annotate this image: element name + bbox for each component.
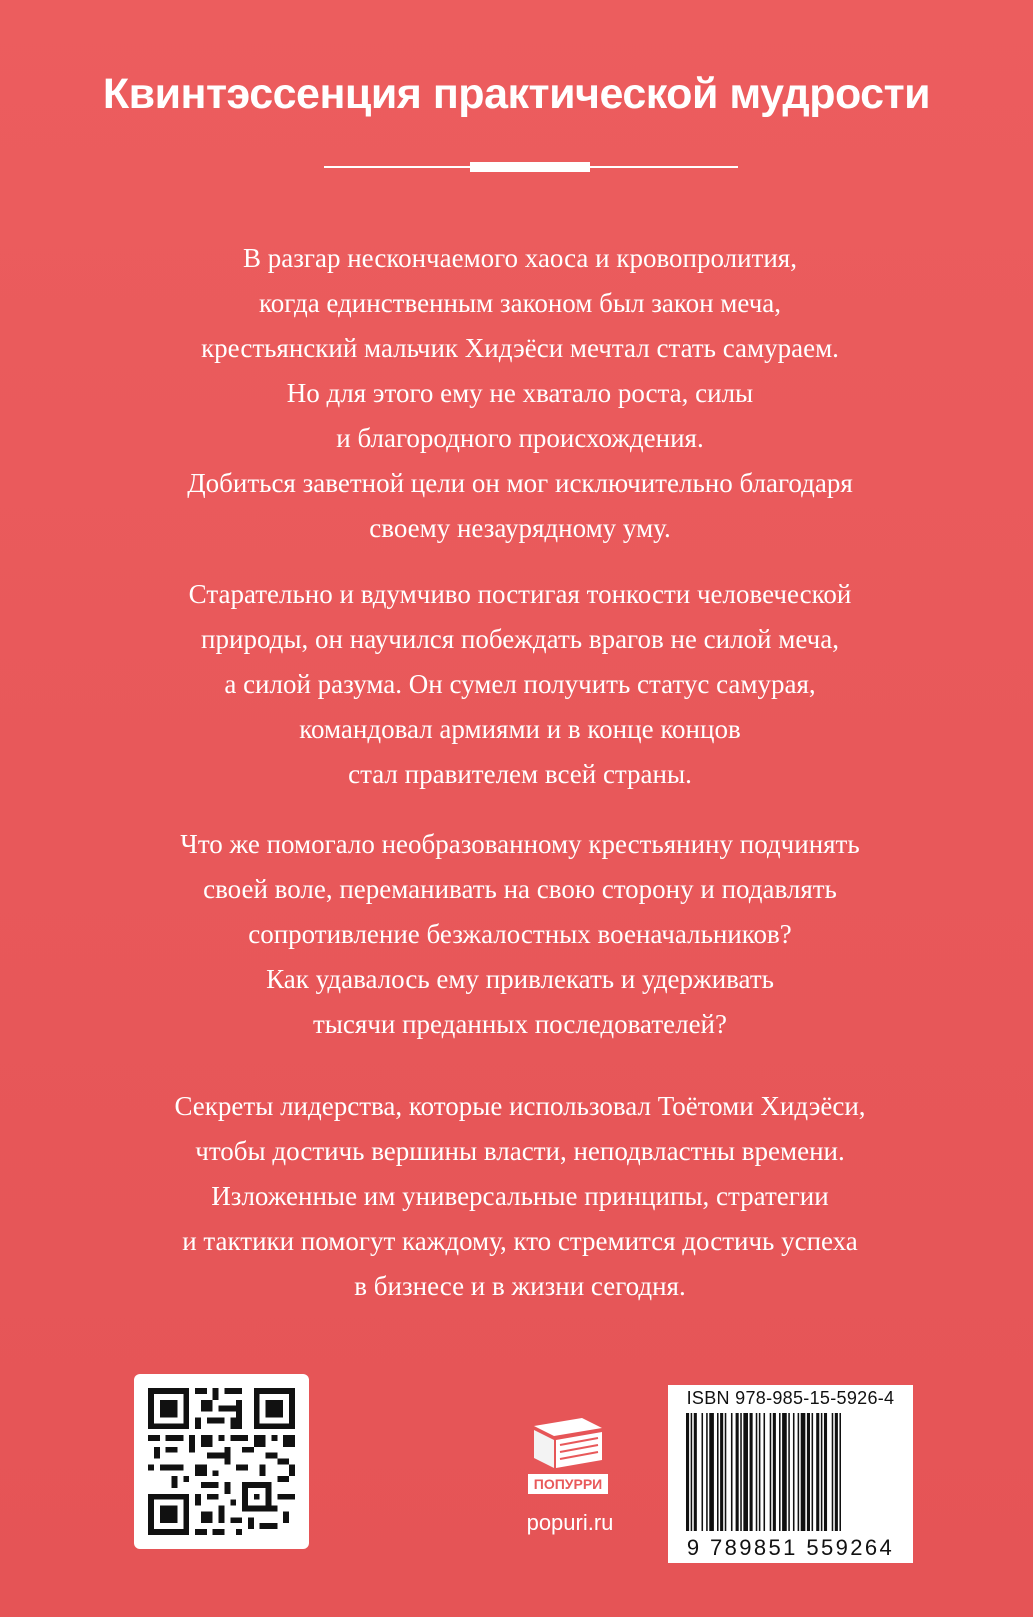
barcode-bar bbox=[691, 1413, 693, 1531]
barcode-bar bbox=[824, 1413, 827, 1531]
paragraph-line: своей воле, переманивать на свою сторону и подавлять bbox=[203, 874, 837, 904]
cover-headline: Квинтэссенция практической мудрости bbox=[102, 70, 931, 118]
barcode-bar bbox=[694, 1413, 697, 1531]
paragraph-line: и тактики помогут каждому, кто стремится достичь успеха bbox=[182, 1226, 858, 1256]
isbn-label: ISBN 978-985-15-5926-4 bbox=[686, 1388, 895, 1408]
barcode-bar bbox=[812, 1413, 814, 1531]
paragraph-line: Секреты лидерства, которые использовал Тоётоми Хидэёси, bbox=[174, 1091, 866, 1121]
barcode-bar bbox=[816, 1413, 819, 1531]
paragraph-3 bbox=[120, 822, 920, 1047]
barcode-bar bbox=[793, 1413, 795, 1531]
barcode-icon bbox=[686, 1413, 896, 1537]
barcode-bar bbox=[717, 1413, 719, 1531]
barcode-bar bbox=[743, 1413, 748, 1531]
barcode-bar bbox=[773, 1413, 776, 1531]
building-icon bbox=[520, 1404, 616, 1500]
publisher-logo bbox=[520, 1404, 616, 1500]
barcode-bar bbox=[720, 1413, 723, 1531]
barcode-bar bbox=[779, 1413, 781, 1531]
barcode-bar bbox=[798, 1413, 800, 1531]
paragraph-line: Как удавалось ему привлекать и удерживать bbox=[266, 964, 774, 994]
paragraph-line: и благородного происхождения. bbox=[336, 423, 704, 453]
paragraph-line: тысячи преданных последователей? bbox=[312, 1009, 727, 1039]
barcode-bar bbox=[725, 1413, 727, 1531]
paragraph-line: своему незаурядному уму. bbox=[369, 513, 671, 543]
paragraph-2 bbox=[120, 572, 920, 797]
barcode-bar bbox=[770, 1413, 772, 1531]
barcode-bar bbox=[756, 1413, 758, 1531]
publisher-website: popuri.ru bbox=[526, 1510, 614, 1535]
barcode-bar bbox=[788, 1413, 790, 1531]
barcode-bar bbox=[702, 1413, 704, 1531]
barcode-bar bbox=[807, 1413, 810, 1531]
paragraph-line: чтобы достичь вершины власти, неподвластны времени. bbox=[195, 1136, 845, 1166]
publisher-logo-label: ПОПУРРИ bbox=[533, 1476, 603, 1492]
barcode-bar bbox=[801, 1413, 806, 1531]
paragraph-1 bbox=[120, 236, 920, 551]
paragraph-line: Но для этого ему не хватало роста, силы bbox=[286, 378, 754, 408]
decorative-divider-block bbox=[470, 162, 590, 172]
qr-code bbox=[134, 1374, 309, 1549]
barcode-bar bbox=[750, 1413, 753, 1531]
paragraph-line: Добиться заветной цели он мог исключительно благодаря bbox=[187, 468, 853, 498]
paragraph-line: когда единственным законом был закон меча, bbox=[258, 288, 782, 318]
barcode-bar bbox=[835, 1413, 838, 1531]
paragraph-line: крестьянский мальчик Хидэёси мечтал стать самураем. bbox=[201, 333, 839, 363]
paragraph-4 bbox=[120, 1084, 920, 1309]
barcode-bar bbox=[706, 1413, 708, 1531]
barcode-bar bbox=[731, 1413, 733, 1531]
paragraph-line: В разгар нескончаемого хаоса и кровопролития, bbox=[243, 243, 797, 273]
barcode-digits: 9 789851 559264 bbox=[686, 1535, 895, 1560]
paragraph-line: природы, он научился побеждать врагов не силой меча, bbox=[201, 624, 839, 654]
qr-code-icon bbox=[148, 1388, 295, 1535]
barcode-bar bbox=[832, 1413, 834, 1531]
barcode-bar bbox=[736, 1413, 739, 1531]
paragraph-line: в бизнесе и в жизни сегодня. bbox=[354, 1271, 686, 1301]
barcode-bar bbox=[839, 1413, 841, 1531]
paragraph-line: стал правителем всей страны. bbox=[348, 759, 692, 789]
barcode-bar bbox=[759, 1413, 761, 1531]
barcode-bar bbox=[764, 1413, 766, 1531]
paragraph-line: Что же помогало необразованному крестьянину подчинять bbox=[180, 829, 860, 859]
isbn-barcode bbox=[668, 1385, 913, 1563]
barcode-bar bbox=[740, 1413, 742, 1531]
barcode-bar bbox=[782, 1413, 787, 1531]
paragraph-line: сопротивление безжалостных военачальников? bbox=[248, 919, 792, 949]
paragraph-line: Старательно и вдумчиво постигая тонкости человеческой bbox=[188, 579, 852, 609]
paragraph-line: а силой разума. Он сумел получить статус самурая, bbox=[224, 669, 816, 699]
barcode-bar bbox=[709, 1413, 714, 1531]
paragraph-line: командовал армиями и в конце концов bbox=[299, 714, 741, 744]
paragraph-line: Изложенные им универсальные принципы, стратегии bbox=[211, 1181, 829, 1211]
barcode-bar bbox=[821, 1413, 823, 1531]
barcode-bar bbox=[686, 1413, 689, 1531]
